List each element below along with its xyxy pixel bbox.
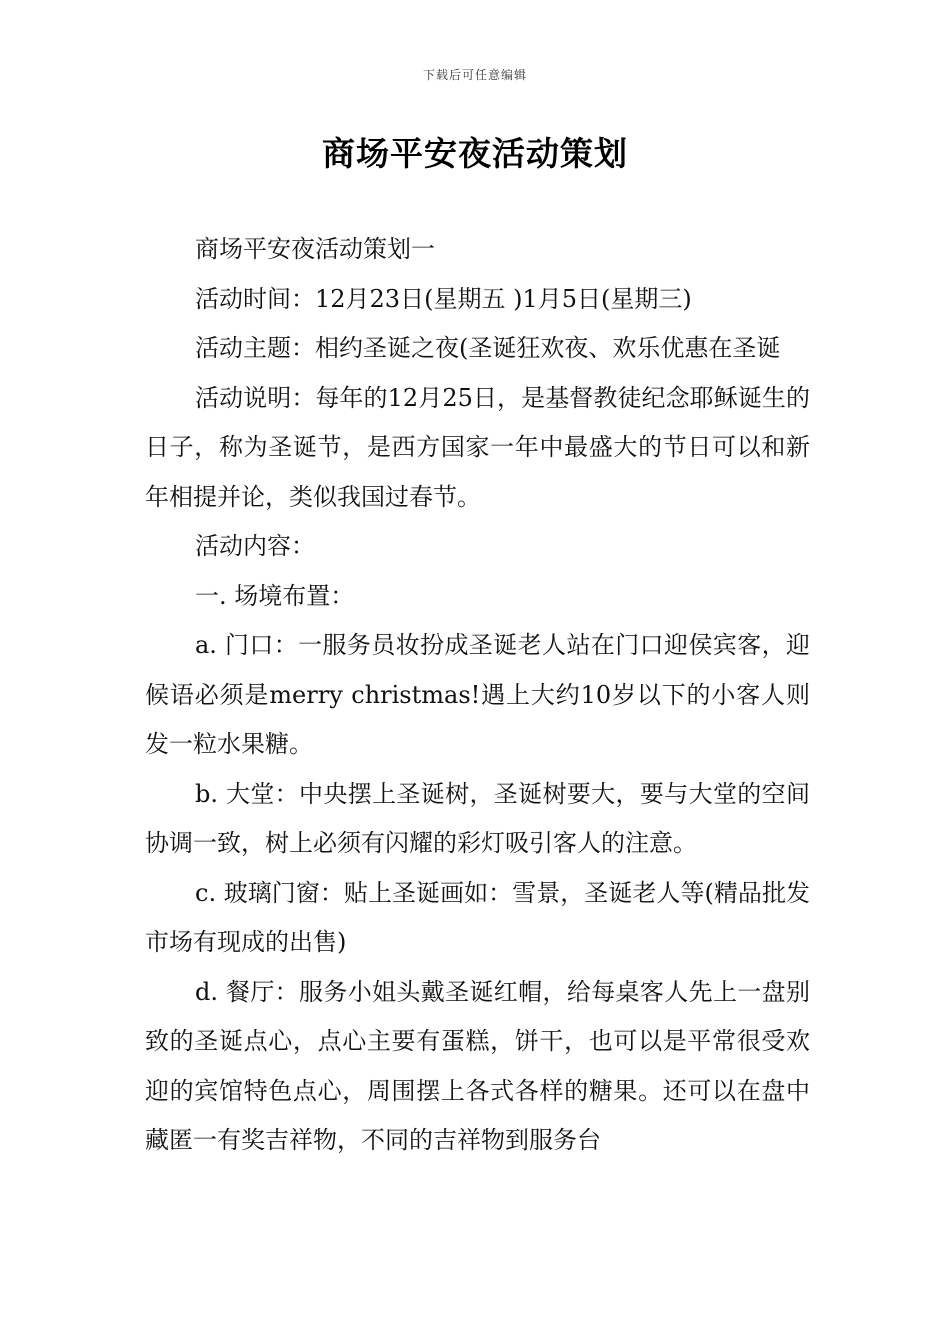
paragraph-item-d: d. 餐厅：服务小姐头戴圣诞红帽，给每桌客人先上一盘别致的圣诞点心，点心主要有蛋糕，饼干，也可以是平常很受欢迎的宾馆特色点心，周围摆上各式各样的糖果。还可以在盘中藏匿一有奖吉祥物，不同的吉祥物到服务台	[145, 977, 810, 1154]
paragraph-subtitle: 商场平安夜活动策划一	[195, 235, 435, 263]
paragraph-item-c: c. 玻璃门窗：贴上圣诞画如：雪景，圣诞老人等(精品批发市场有现成的出售)	[145, 878, 810, 956]
header-note: 下载后可任意编辑	[422, 68, 527, 82]
paragraph-item-b: b. 大堂：中央摆上圣诞树，圣诞树要大，要与大堂的空间协调一致，树上必须有闪耀的彩灯吸引客人的注意。	[145, 779, 810, 857]
paragraph-theme: 活动主题：相约圣诞之夜(圣诞狂欢夜、欢乐优惠在圣诞	[195, 334, 781, 362]
paragraph-description: 活动说明：每年的12月25日，是基督教徒纪念耶稣诞生的日子，称为圣诞节，是西方国家一年中最盛大的节日可以和新年相提并论，类似我国过春节。	[145, 383, 810, 511]
paragraph-item-a: a. 门口：一服务员妆扮成圣诞老人站在门口迎侯宾客，迎候语必须是merry christmas!遇上大约10岁以下的小客人则发一粒水果糖。	[145, 631, 810, 758]
paragraph-time: 活动时间：12月23日(星期五 )1月5日(星期三)	[195, 284, 692, 313]
document-body	[145, 225, 810, 1166]
paragraph-content-heading: 活动内容：	[195, 532, 315, 560]
paragraph-section-one: 一. 场境布置：	[195, 581, 355, 610]
document-title: 商场平安夜活动策划	[322, 134, 628, 173]
